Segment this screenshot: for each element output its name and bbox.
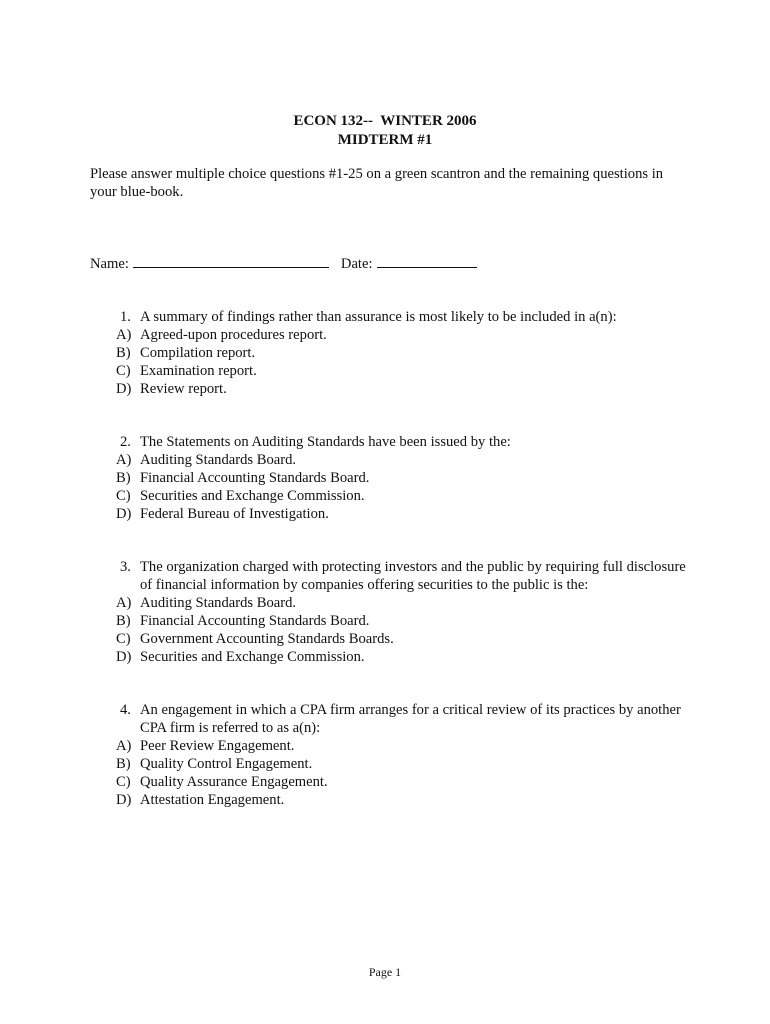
option-text: Government Accounting Standards Boards. bbox=[140, 631, 394, 647]
name-label: Name: bbox=[90, 256, 129, 272]
answer-option-b bbox=[90, 344, 690, 362]
option-letter: D) bbox=[116, 381, 132, 397]
option-text: Peer Review Engagement. bbox=[140, 738, 295, 754]
date-blank-line bbox=[377, 255, 477, 268]
question-stem bbox=[90, 558, 690, 594]
answer-option-d bbox=[90, 505, 690, 523]
question-number: 3. bbox=[120, 559, 131, 575]
option-letter: B) bbox=[116, 345, 131, 361]
answer-option-a bbox=[90, 737, 690, 755]
question-text: A summary of findings rather than assurance is most likely to be included in a(n): bbox=[140, 309, 617, 325]
page-number: Page 1 bbox=[368, 965, 402, 979]
answer-option-a bbox=[90, 594, 690, 612]
exam-title-course: ECON 132-- WINTER 2006 bbox=[293, 113, 477, 129]
option-text: Federal Bureau of Investigation. bbox=[140, 506, 329, 522]
option-text: Quality Control Engagement. bbox=[140, 756, 313, 772]
question-text: The organization charged with protecting investors and the public by requiring full disclosure of financial information by companies offering securities to the public is the: bbox=[140, 559, 686, 593]
option-text: Attestation Engagement. bbox=[140, 792, 285, 808]
option-letter: D) bbox=[116, 649, 132, 665]
option-letter: C) bbox=[116, 363, 131, 379]
answer-option-a bbox=[90, 326, 690, 344]
question-stem bbox=[90, 308, 690, 326]
answer-option-b bbox=[90, 612, 690, 630]
option-text: Review report. bbox=[140, 381, 227, 397]
option-letter: A) bbox=[116, 452, 132, 468]
option-text: Auditing Standards Board. bbox=[140, 452, 297, 468]
date-label: Date: bbox=[340, 256, 373, 272]
answer-option-b bbox=[90, 755, 690, 773]
option-letter: A) bbox=[116, 327, 132, 343]
option-text: Agreed-upon procedures report. bbox=[140, 327, 327, 343]
option-text: Compilation report. bbox=[140, 345, 256, 361]
answer-option-c bbox=[90, 362, 690, 380]
answer-option-d bbox=[90, 791, 690, 809]
option-text: Financial Accounting Standards Board. bbox=[140, 613, 370, 629]
answer-option-c bbox=[90, 487, 690, 505]
option-letter: B) bbox=[116, 756, 131, 772]
question-2 bbox=[90, 433, 690, 523]
option-text: Financial Accounting Standards Board. bbox=[140, 470, 370, 486]
option-text: Auditing Standards Board. bbox=[140, 595, 297, 611]
option-letter: C) bbox=[116, 631, 131, 647]
option-text: Securities and Exchange Commission. bbox=[140, 488, 365, 504]
question-number: 2. bbox=[120, 434, 131, 450]
option-letter: B) bbox=[116, 470, 131, 486]
exam-instructions: Please answer multiple choice questions #1-25 on a green scantron and the remaining questions in your blue-book. bbox=[90, 166, 664, 200]
option-text: Quality Assurance Engagement. bbox=[140, 774, 328, 790]
question-stem bbox=[90, 433, 690, 451]
option-letter: B) bbox=[116, 613, 131, 629]
answer-option-b bbox=[90, 469, 690, 487]
question-text: An engagement in which a CPA firm arranges for a critical review of its practices by another CPA firm is referred to as a(n): bbox=[140, 702, 681, 736]
answer-option-c bbox=[90, 773, 690, 791]
question-number: 1. bbox=[120, 309, 131, 325]
exam-title-midterm: MIDTERM #1 bbox=[337, 132, 433, 148]
option-letter: A) bbox=[116, 595, 132, 611]
answer-option-c bbox=[90, 630, 690, 648]
question-text: The Statements on Auditing Standards have been issued by the: bbox=[140, 434, 511, 450]
option-letter: C) bbox=[116, 774, 131, 790]
exam-title bbox=[0, 112, 770, 150]
answer-option-a bbox=[90, 451, 690, 469]
question-stem bbox=[90, 701, 690, 737]
question-1 bbox=[90, 308, 690, 398]
option-letter: C) bbox=[116, 488, 131, 504]
option-letter: A) bbox=[116, 738, 132, 754]
answer-option-d bbox=[90, 648, 690, 666]
answer-option-d bbox=[90, 380, 690, 398]
option-text: Securities and Exchange Commission. bbox=[140, 649, 365, 665]
question-3 bbox=[90, 558, 690, 666]
question-number: 4. bbox=[120, 702, 131, 718]
option-letter: D) bbox=[116, 506, 132, 522]
name-blank-line bbox=[133, 255, 329, 268]
question-4 bbox=[90, 701, 690, 809]
option-letter: D) bbox=[116, 792, 132, 808]
option-text: Examination report. bbox=[140, 363, 257, 379]
name-date-row bbox=[90, 255, 477, 273]
